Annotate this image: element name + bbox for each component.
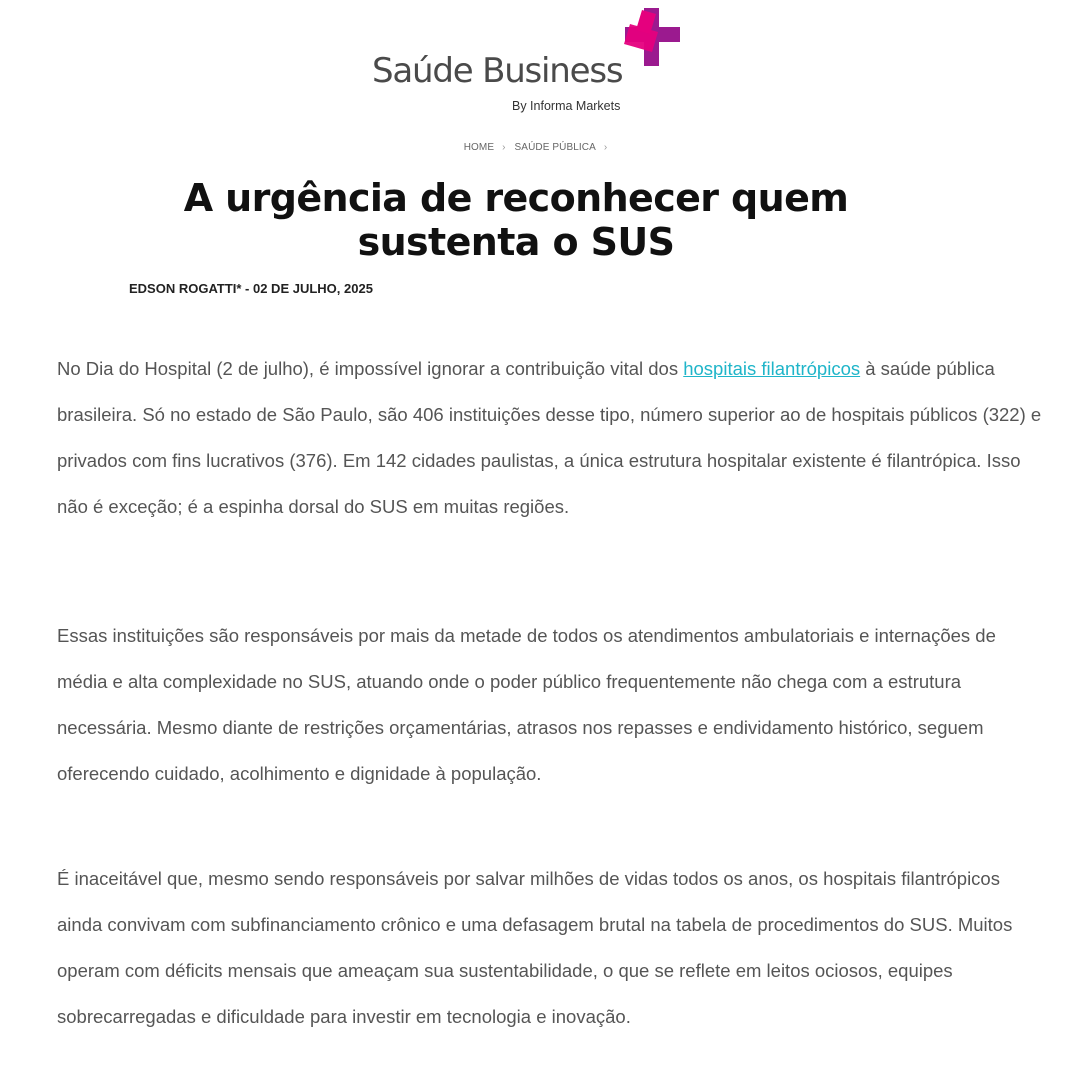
breadcrumb — [0, 142, 1080, 153]
medical-cross-icon — [622, 8, 684, 70]
breadcrumb-home-link[interactable]: HOME — [463, 142, 495, 153]
breadcrumb-saude-publica-link[interactable]: SAÚDE PÚBLICA — [514, 142, 596, 153]
chevron-right-icon: › — [603, 142, 608, 153]
article-title: A urgência de reconhecer quem sustenta o SUS — [183, 176, 849, 264]
article-paragraph: Essas instituições são responsáveis por mais da metade de todos os atendimentos ambulatoriais e internações de média e alta complexidade no SUS, atuando onde o poder público frequentemente não chega com a estrutura necessária. Mesmo diante de restrições orçamentárias, atrasos nos repasses e endividamento histórico, seguem oferecendo cuidado, acolhimento e dignidade à população. — [57, 625, 996, 784]
hospitais-filantropicos-link[interactable]: hospitais filantrópicos — [683, 358, 861, 379]
paragraph-text: à saúde pública brasileira. Só no estado de São Paulo, são 406 instituições desse tipo, número superior ao de hospitais públicos (322) e privados com fins lucrativos (376). Em 142 cidades paulistas, a única estrutura hospitalar existente é filantrópica. Isso não é exceção; é a espinha dorsal do SUS em muitas regiões. — [57, 358, 1042, 517]
logo-tagline: By Informa Markets — [512, 99, 621, 113]
logo-wordmark: Saúde Business — [372, 51, 623, 91]
article-paragraph — [57, 346, 1047, 530]
paragraph-text: No Dia do Hospital (2 de julho), é impossível ignorar a contribuição vital dos — [57, 358, 684, 379]
article-byline: EDSON ROGATTI* - 02 DE JULHO, 2025 — [129, 281, 373, 296]
site-logo[interactable] — [372, 8, 692, 118]
chevron-right-icon: › — [502, 142, 506, 153]
article-paragraph: É inaceitável que, mesmo sendo responsáveis por salvar milhões de vidas todos os anos, os hospitais filantrópicos ainda convivam com subfinanciamento crônico e uma defasagem brutal na tabela de procedimentos do SUS. Muitos operam com déficits mensais que ameaçam sua sustentabilidade, o que se reflete em leitos ociosos, equipes sobrecarregadas e dificuldade para investir em tecnologia e inovação. — [57, 868, 1013, 1027]
